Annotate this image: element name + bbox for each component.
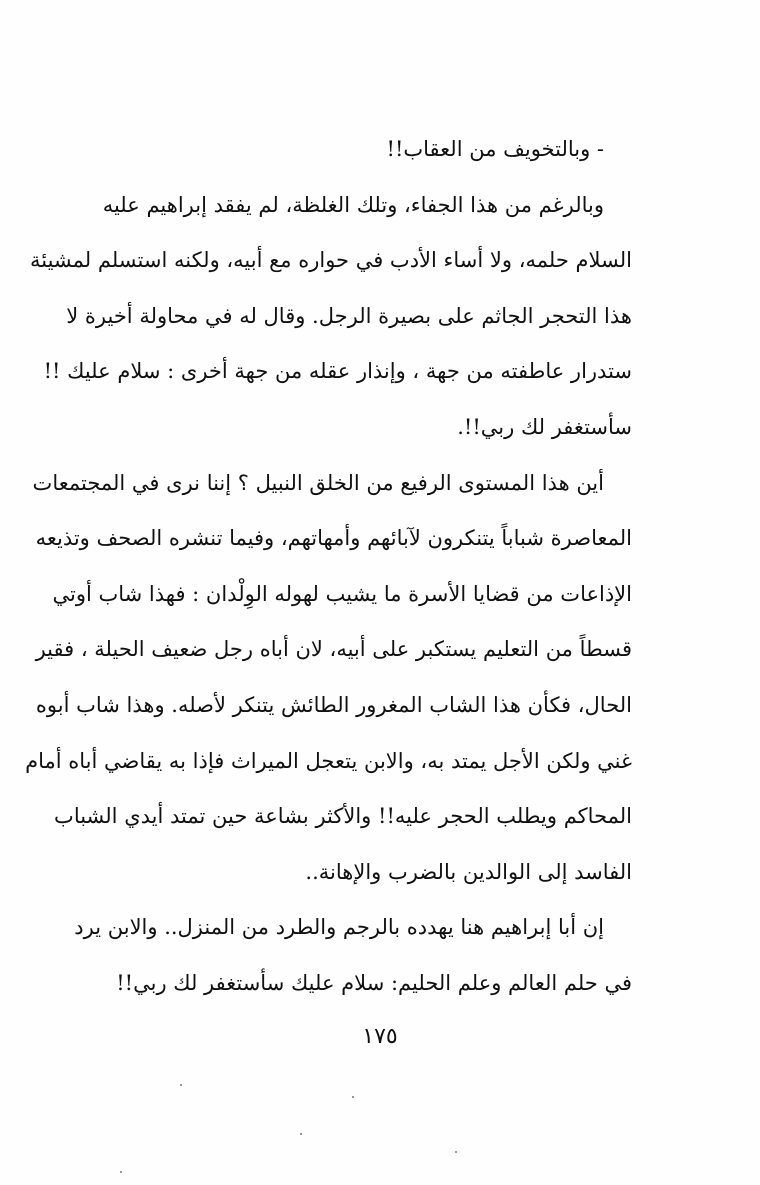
text-line: في حلم العالم وعلم الحليم: سلام عليك سأستغفر لك ربي!! xyxy=(116,970,632,995)
text-line: أين هذا المستوى الرفيع من الخلق النبيل ؟ إننا نرى في المجتمعات xyxy=(32,470,604,495)
text-line: هذا التحجر الجاثم على بصيرة الرجل. وقال له في محاولة أخيرة لا xyxy=(66,303,632,328)
text-line: سأستغفر لك ربي!!. xyxy=(457,414,632,439)
text-line: الحال، فكأن هذا الشاب المغرور الطائش يتنكر لأصله. وهذا شاب أبوه xyxy=(35,692,632,717)
text-line: قسطاً من التعليم يستكبر على أبيه، لان أباه رجل ضعيف الحيلة ، فقير xyxy=(35,637,632,662)
scan-speck xyxy=(180,1084,182,1086)
page-number: ١٧٥ xyxy=(362,1024,398,1049)
text-line: إن أبا إبراهيم هنا يهدده بالرجم والطرد من المنزل.. والابن يرد xyxy=(74,915,604,940)
text-line: - وبالتخويف من العقاب!! xyxy=(386,137,604,161)
body-text xyxy=(25,122,632,1012)
text-line: وبالرغم من هذا الجفاء، وتلك الغلظة، لم يفقد إبراهيم عليه xyxy=(102,192,604,217)
text-line: السلام حلمه، ولا أساء الأدب في حواره مع أبيه، ولكنه استسلم لمشيئة xyxy=(30,248,632,273)
scan-speck xyxy=(300,1133,302,1135)
scan-speck xyxy=(352,1096,354,1098)
text-line: الفاسد إلى الوالدين بالضرب والإهانة.. xyxy=(305,859,632,884)
text-line: غني ولكن الأجل يمتد به، والابن يتعجل الميراث فإذا به يقاضي أباه أمام xyxy=(25,748,632,773)
scan-speck xyxy=(120,1171,122,1173)
scan-speck xyxy=(455,1151,457,1153)
text-line: الإذاعات من قضايا الأسرة ما يشيب لهوله الوِلْدان : فهذا شاب أوتي xyxy=(52,581,632,606)
text-line: المحاكم ويطلب الحجر عليه!! والأكثر بشاعة حين تمتد أيدي الشباب xyxy=(54,804,632,829)
text-line: المعاصرة شباباً يتنكرون لآبائهم وأمهاتهم، وفيما تنشره الصحف وتذيعه xyxy=(35,526,632,551)
text-line: ستدرار عاطفته من جهة ، وإنذار عقله من جهة أخرى : سلام عليك !! xyxy=(43,359,632,384)
